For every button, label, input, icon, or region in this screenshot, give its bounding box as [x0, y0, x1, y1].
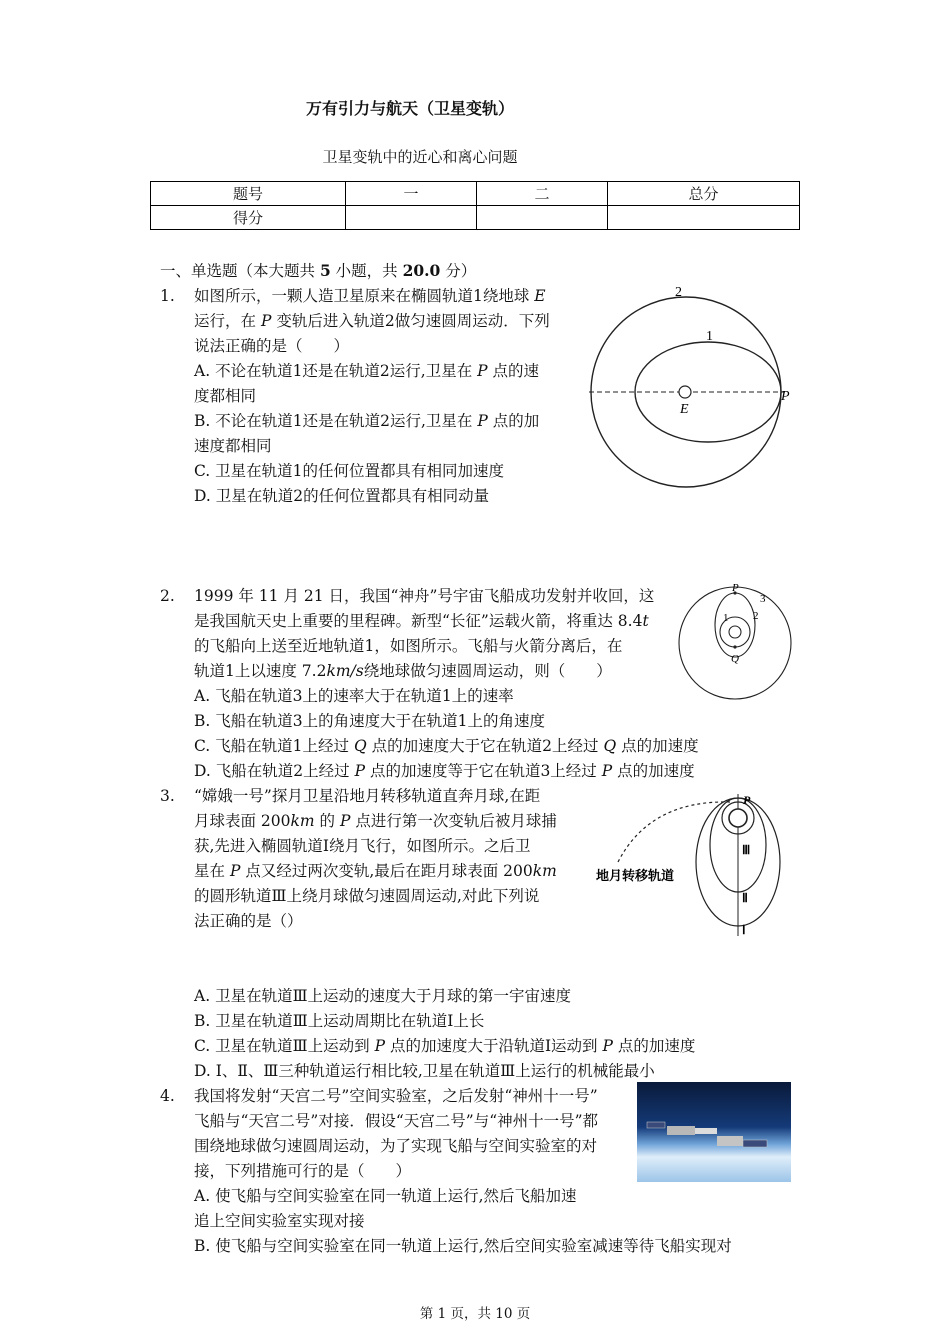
table-row	[151, 182, 800, 206]
score-input-cell[interactable]	[608, 206, 800, 230]
option-d[interactable]: D. Ⅰ、Ⅱ、Ⅲ三种轨道运行相比较,卫星在轨道Ⅲ上运行的机械能最小	[194, 1062, 655, 1080]
option-a-cont: 度都相同	[194, 387, 257, 405]
table-cell: 题号	[151, 182, 346, 206]
moon-icon	[729, 809, 747, 827]
svg-text:P: P	[732, 582, 739, 594]
question-number: 2.	[160, 587, 175, 605]
svg-text:Q: Q	[731, 653, 739, 665]
question-stem: 的飞船向上送至近地轨道1，如图所示。飞船与火箭分离后，在	[194, 637, 623, 655]
label-2: 2	[675, 285, 682, 300]
table-cell: 总分	[608, 182, 800, 206]
table-cell: 二	[477, 182, 608, 206]
orbit-diagram-q3	[590, 790, 790, 940]
orbit-diagram-q2	[676, 580, 794, 706]
score-input-cell[interactable]	[477, 206, 608, 230]
orbit-3	[679, 587, 791, 699]
question-stem: 月球表面 200km 的 P 点进行第一次变轨后被月球捕	[194, 812, 557, 830]
option-a[interactable]: A. 使飞船与空间实验室在同一轨道上运行,然后飞船加速	[194, 1187, 577, 1205]
table-cell: 一	[346, 182, 477, 206]
label-e: E	[680, 402, 689, 417]
question-stem: 飞船与“天宫二号”对接．假设“天宫二号”与“神州十一号”都	[194, 1112, 599, 1130]
score-table	[150, 181, 800, 230]
question-stem: 运行，在 P 变轨后进入轨道2做匀速圆周运动．下列	[194, 312, 550, 330]
question-stem: 是我国航天史上重要的里程碑。新型“长征”运载火箭，将重达 8.4t	[194, 612, 649, 630]
svg-text:地月转移轨道: 地月转移轨道	[596, 869, 675, 884]
question-stem: 围绕地球做匀速圆周运动，为了实现飞船与空间实验室的对	[194, 1137, 598, 1155]
option-d[interactable]: D. 飞船在轨道2上经过 P 点的加速度等于它在轨道3上经过 P 点的加速度	[194, 762, 695, 780]
svg-text:1: 1	[723, 612, 729, 624]
question-number: 4.	[160, 1087, 175, 1105]
question-stem: 的圆形轨道Ⅲ上绕月球做匀速圆周运动,对此下列说	[194, 887, 540, 905]
label-p: P	[781, 389, 790, 404]
spacecraft-photo	[637, 1082, 791, 1182]
table-cell: 得分	[151, 206, 346, 230]
option-b[interactable]: B. 使飞船与空间实验室在同一轨道上运行,然后空间实验室减速等待飞船实现对	[194, 1237, 732, 1255]
point-q	[733, 645, 736, 648]
orbit-diagram-q1	[585, 282, 797, 492]
page-footer: 第 1 页，共 10 页	[419, 1306, 531, 1322]
question-stem: 轨道1上以速度 7.2km/s绕地球做匀速圆周运动，则（ ）	[194, 662, 612, 680]
question-number: 1.	[160, 287, 175, 305]
question-stem: 获,先进入椭圆轨道Ⅰ绕月飞行，如图所示。之后卫	[194, 837, 531, 855]
svg-text:2: 2	[753, 610, 759, 622]
svg-text:P: P	[743, 793, 751, 807]
question-stem: 我国将发射“天宫二号”空间实验室，之后发射“神州十一号”	[194, 1087, 598, 1105]
option-b[interactable]: B. 不论在轨道1还是在轨道2运行,卫星在 P 点的加	[194, 412, 540, 430]
page-subtitle: 卫星变轨中的近心和离心问题	[322, 148, 518, 166]
question-number: 3.	[160, 787, 175, 805]
option-c[interactable]: C. 卫星在轨道1的任何位置都具有相同加速度	[194, 462, 505, 480]
option-c[interactable]: C. 飞船在轨道1上经过 Q 点的加速度大于它在轨道2上经过 Q 点的加速度	[194, 737, 699, 755]
option-c[interactable]: C. 卫星在轨道Ⅲ上运动到 P 点的加速度大于沿轨道Ⅰ运动到 P 点的加速度	[194, 1037, 696, 1055]
svg-text:3: 3	[760, 593, 766, 605]
question-stem: “嫦娥一号”探月卫星沿地月转移轨道直奔月球,在距	[194, 787, 541, 805]
option-b[interactable]: B. 飞船在轨道3上的角速度大于在轨道1上的角速度	[194, 712, 545, 730]
option-b[interactable]: B. 卫星在轨道Ⅲ上运动周期比在轨道Ⅰ上长	[194, 1012, 485, 1030]
option-a-cont: 追上空间实验室实现对接	[194, 1212, 365, 1230]
question-stem: 说法正确的是（ ）	[194, 337, 350, 355]
svg-text:Ⅱ: Ⅱ	[742, 891, 748, 905]
table-row	[151, 206, 800, 230]
option-a[interactable]: A. 不论在轨道1还是在轨道2运行,卫星在 P 点的速	[194, 362, 540, 380]
option-b-cont: 速度都相同	[194, 437, 272, 455]
score-input-cell[interactable]	[346, 206, 477, 230]
question-stem: 法正确的是（）	[194, 912, 303, 930]
option-a[interactable]: A. 飞船在轨道3上的速率大于在轨道1上的速率	[194, 687, 514, 705]
earth-icon	[729, 626, 741, 638]
svg-text:Ⅲ: Ⅲ	[742, 843, 751, 857]
option-a[interactable]: A. 卫星在轨道Ⅲ上运动的速度大于月球的第一宇宙速度	[194, 987, 572, 1005]
page-title: 万有引力与航天（卫星变轨）	[305, 99, 514, 118]
option-d[interactable]: D. 卫星在轨道2的任何位置都具有相同动量	[194, 487, 490, 505]
section-heading: 一、单选题（本大题共 5 小题，共 20.0 分）	[160, 261, 477, 280]
question-stem: 1999 年 11 月 21 日，我国“神舟”号宇宙飞船成功发射并收回，这	[194, 587, 655, 605]
question-stem: 星在 P 点又经过两次变轨,最后在距月球表面 200km	[194, 862, 557, 880]
svg-text:Ⅰ: Ⅰ	[742, 923, 746, 937]
label-1: 1	[706, 329, 713, 344]
earth-icon	[679, 386, 691, 398]
question-stem: 接，下列措施可行的是（ ）	[194, 1162, 412, 1180]
question-stem: 如图所示，一颗人造卫星原来在椭圆轨道1绕地球 E	[194, 287, 546, 305]
